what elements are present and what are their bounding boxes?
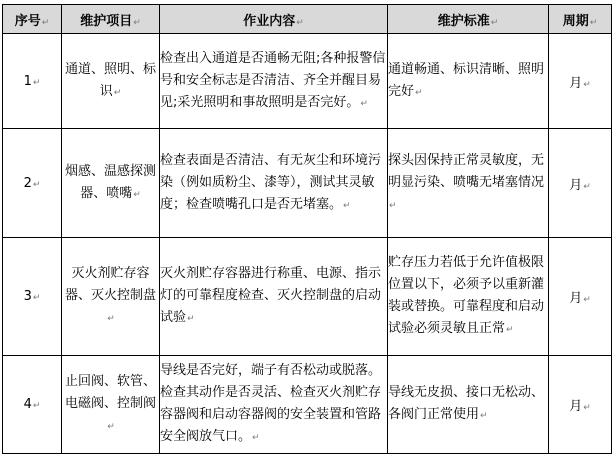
table-row [3,356,612,454]
table-header [3,5,612,34]
header-content: 作业内容↵ [160,5,388,34]
cell-period: 月↵ [549,356,612,454]
cell-period: 月↵ [549,34,612,129]
cell-period: 月↵ [549,238,612,356]
cell-item: 灭火剂贮存容器、灭火控制盘↵ [62,238,160,356]
cell-standard: 导线无皮损、接口无松动、各阀门正常使用↵ [388,356,549,454]
cell-standard: 探头因保持正常灵敏度，无明显污染、喷嘴无堵塞情况↵ [388,129,549,238]
cell-content: 检查出入通道是否通畅无阻;各种报警信号和安全标志是否清洁、齐全并醒目易见;采光照明和事故照明是否完好。↵ [160,34,388,129]
cell-no: 3↵ [3,238,62,356]
cell-period: 月↵ [549,129,612,238]
cell-content: 检查表面是否清洁、有无灰尘和环境污染（例如质粉尘、漆等），测试其灵敏度；检查喷嘴孔口是否无堵塞。↵ [160,129,388,238]
header-item: 维护项目↵ [62,5,160,34]
cell-item: 止回阀、软管、电磁阀、控制阀↵ [62,356,160,454]
header-period: 周期↵ [549,5,612,34]
table-row [3,34,612,129]
cell-item: 通道、照明、标识↵ [62,34,160,129]
maintenance-table [2,4,612,454]
cell-no: 4↵ [3,356,62,454]
table-row [3,238,612,356]
table-row [3,129,612,238]
cell-standard: 贮存压力若低于允许值极限位置以下，必须予以重新灌装或替换。可靠程度和启动试验必须灵敏且正常↵ [388,238,549,356]
cell-content: 灭火剂贮存容器进行称重、电源、指示灯的可靠程度检查、灭火控制盘的启动试验↵ [160,238,388,356]
cell-item: 烟感、温感探测器、喷嘴↵ [62,129,160,238]
cell-standard: 通道畅通、标识清晰、照明完好↵ [388,34,549,129]
header-no: 序号↵ [3,5,62,34]
header-row [3,5,612,34]
cell-no: 1↵ [3,34,62,129]
cell-content: 导线是否完好，端子有否松动或脱落。检查其动作是否灵活、检查灭火剂贮存容器阀和启动容器阀的安全装置和管路安全阀放气口。↵ [160,356,388,454]
header-standard: 维护标准↵ [388,5,549,34]
cell-no: 2↵ [3,129,62,238]
